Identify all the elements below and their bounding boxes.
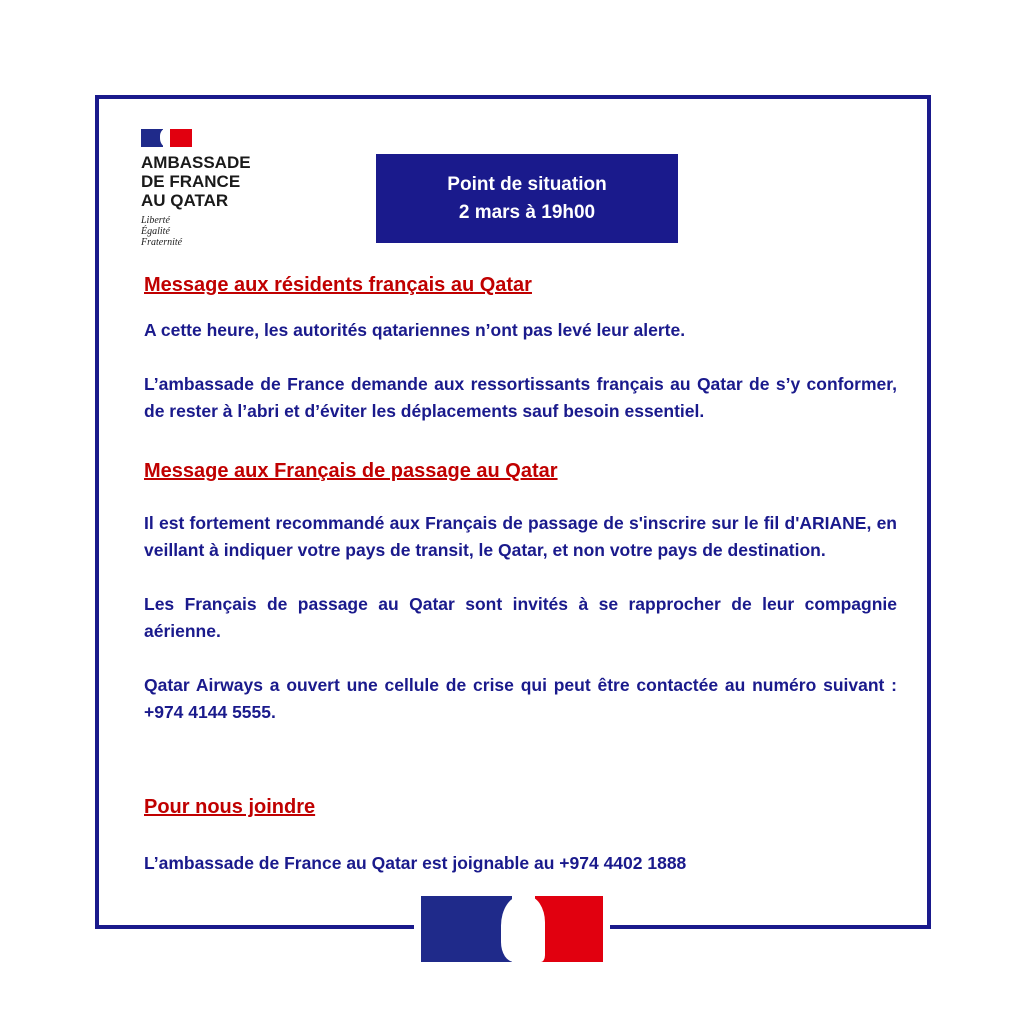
logo-line: AU QATAR (141, 191, 229, 210)
motto-line: Égalité (141, 226, 170, 237)
motto-line: Liberté (141, 215, 170, 226)
header-date: 2 mars à 19h00 (458, 201, 596, 223)
paragraph: L’ambassade de France demande aux ressortissants français au Qatar de s’y conformer, de rester à l’abri et d’éviter les déplacements sauf besoin essentiel. (144, 374, 897, 421)
motto-line: Fraternité (141, 237, 183, 248)
logo-line: AMBASSADE (141, 153, 251, 172)
paragraph: L’ambassade de France au Qatar est joignable au +974 4402 1888 (144, 853, 687, 873)
section-contact (144, 796, 897, 877)
section-transit (144, 460, 897, 726)
marianne-logo-icon (421, 896, 603, 962)
marianne-flag-icon (141, 129, 192, 147)
section-residents (144, 274, 897, 425)
logo-line: DE FRANCE (141, 172, 241, 191)
embassy-logo (141, 129, 251, 248)
paragraph: Il est fortement recommandé aux Français de passage de s'inscrire sur le fil d'ARIANE, en veillant à indiquer votre pays de transit, le Qatar, et non votre pays de destination. (144, 513, 897, 560)
header-title: Point de situation (447, 173, 607, 195)
paragraph: A cette heure, les autorités qatariennes n’ont pas levé leur alerte. (144, 320, 686, 340)
section-title: Pour nous joindre (144, 796, 316, 818)
situation-header (376, 154, 678, 243)
paragraph: Les Français de passage au Qatar sont invités à se rapprocher de leur compagnie aérienne. (144, 594, 897, 641)
section-title: Message aux résidents français au Qatar (144, 274, 532, 296)
paragraph: Qatar Airways a ouvert une cellule de crise qui peut être contactée au numéro suivant : +974 4144 5555. (144, 675, 897, 722)
section-title: Message aux Français de passage au Qatar (144, 460, 558, 482)
